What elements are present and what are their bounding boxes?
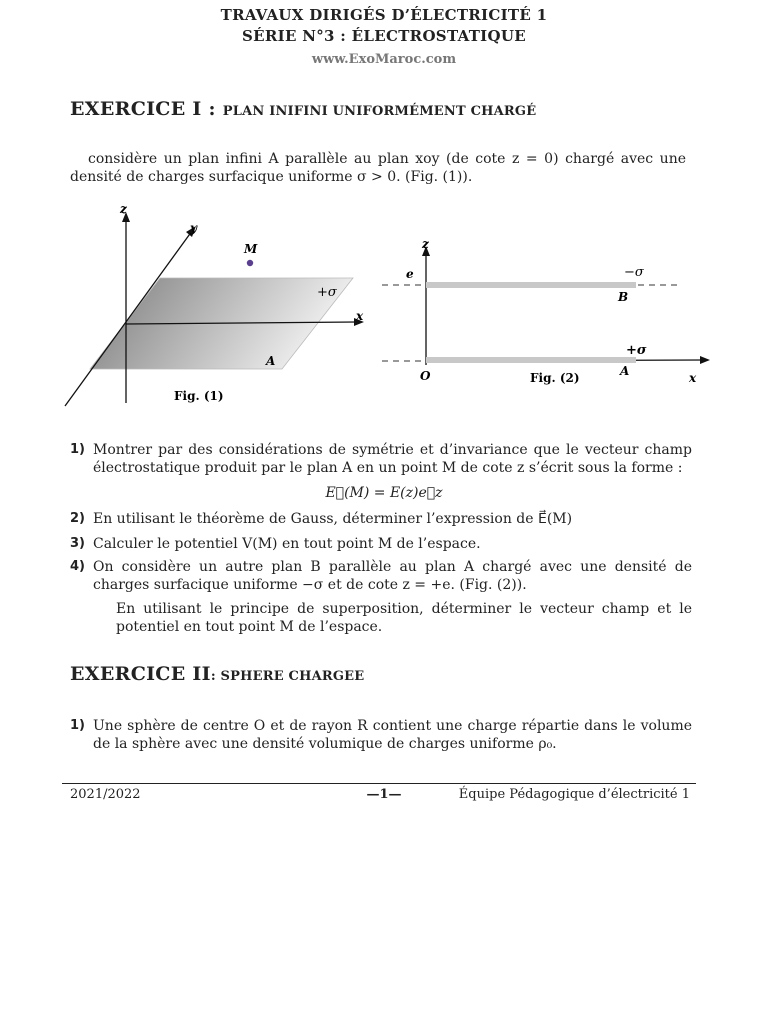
question-number: 2)	[70, 511, 85, 526]
question-text: Montrer par des considérations de symétrie et d’invariance que le vecteur champ électrostatique produit par le plan A en un point M de cote z s’écrit sous la forme :	[93, 442, 692, 476]
question-text: Calculer le potentiel V(M) en tout point M de l’espace.	[93, 536, 481, 552]
fig1-caption: Fig. (1)	[174, 389, 224, 403]
plane-a-bar	[426, 357, 636, 363]
fig2-origin-label: O	[420, 369, 431, 383]
question-number: 3)	[70, 536, 85, 551]
fig2-charge-top-label: −σ	[624, 265, 644, 280]
fig2-charge-bottom-label: +σ	[626, 343, 647, 358]
footer-page-number: —1—	[366, 787, 402, 802]
document-title: TRAVAUX DIRIGÉS D’ÉLECTRICITÉ 1	[220, 6, 548, 24]
exercise2-heading	[70, 663, 364, 685]
plane-b-bar	[426, 282, 636, 288]
fig2-plane-a-label: A	[620, 364, 630, 378]
fig1-charge-label: +σ	[317, 285, 337, 300]
series-title: SÉRIE N°3 : ÉLECTROSTATIQUE	[242, 27, 526, 45]
fig2-plane-b-label: B	[618, 290, 629, 304]
point-m-dot	[247, 260, 253, 266]
exercise1-title: PLAN INIFINI UNIFORMÉMENT CHARGÉ	[222, 104, 537, 119]
exercise1-question-2	[70, 510, 692, 528]
fig2-level-e-label: e	[406, 267, 414, 281]
exercise2-label: EXERCICE II	[70, 663, 211, 685]
fig2-x-axis-arrow-icon	[700, 356, 710, 364]
exercise1-question-1	[70, 441, 692, 477]
fig1-axis-z-label: z	[120, 202, 127, 216]
question-text: En utilisant le théorème de Gauss, déterminer l’expression de E⃗(M)	[93, 511, 573, 527]
exercise1-question-3	[70, 535, 692, 553]
exercise1-heading	[70, 98, 536, 120]
fig1-axis-y-label: y	[190, 221, 197, 235]
question-number: 1)	[70, 442, 85, 457]
footer-team: Équipe Pédagogique d’électricité 1	[458, 787, 690, 802]
exercise1-intro: considère un plan infini A parallèle au plan xoy (de cote z = 0) chargé avec une densité de charges surfacique uniforme σ > 0. (Fig. (1)).	[70, 151, 686, 185]
footer-divider	[62, 783, 696, 784]
figure-1	[60, 198, 380, 410]
exercise2-question-1	[70, 717, 692, 753]
fig2-axis-z-label: z	[422, 237, 429, 251]
exercise1-label: EXERCICE I	[70, 98, 202, 120]
fig1-plane-label: A	[266, 354, 276, 368]
fig1-axis-x-label: x	[356, 309, 364, 323]
fig1-point-label: M	[244, 242, 258, 256]
exercise1-separator: :	[201, 98, 223, 120]
website-link[interactable]: www.ExoMaroc.com	[311, 52, 457, 67]
exercise1-question-4-continuation: En utilisant le principe de superposition, déterminer le vecteur champ et le potentiel en tout point M de l’espace.	[116, 601, 692, 635]
footer-year: 2021/2022	[70, 787, 141, 802]
exercise2-separator: :	[210, 669, 221, 684]
exercise1-question-4	[70, 558, 692, 594]
question-text: On considère un autre plan B parallèle au plan A chargé avec une densité de charges surfacique uniforme −σ et de cote z = +e. (Fig. (2)).	[93, 559, 692, 593]
fig2-axis-x-label: x	[689, 371, 697, 385]
field-formula: E⃗(M) = E(z)e⃗z	[325, 485, 443, 501]
figure-2	[380, 232, 710, 392]
question-number: 4)	[70, 559, 85, 574]
question-text: Une sphère de centre O et de rayon R contient une charge répartie dans le volume de la sphère avec une densité volumique de charges uniforme ρ₀.	[93, 718, 692, 752]
exercise2-title: SPHERE CHARGEE	[220, 669, 365, 684]
fig2-caption: Fig. (2)	[530, 371, 580, 385]
question-number: 1)	[70, 718, 85, 733]
